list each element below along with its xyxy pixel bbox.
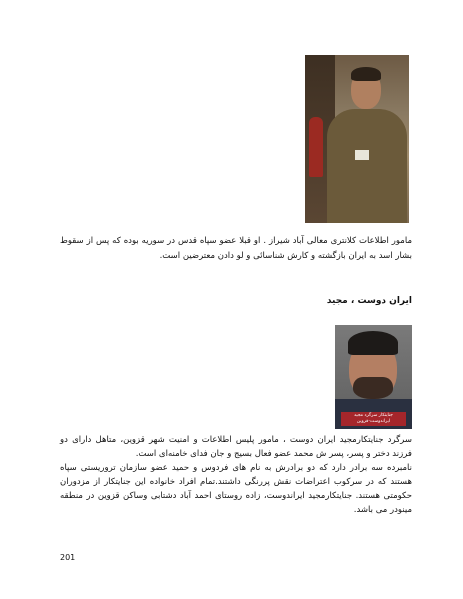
profile2-paragraph-1: سرگرد جنایتکارمجید ایران دوست ، مامور پلیس اطلاعات و امنیت شهر قزوین، متاهل دارای دو فرزند دختر و پسر، پسر ش محمد عضو فعال بسیج و جان فدای خامنه‌ای است.	[60, 435, 412, 459]
profile2-paragraph-2: نامبرده سه برادر دارد که دو برادرش به نام های فردوس و حمید عضو سازمان تروریستی سپاه هستند که در سرکوب اعتراضات نقش پررنگی داشتند.تمام افراد خانواده این جنایتکار از مزدوران حکومتی هستند. جنایتکارمجید ایراندوست، زاده روستای احمد آباد دشتابی وساکن قزوین در منطقه مینودر می باشد.	[60, 463, 412, 515]
profile1-paragraph: مامور اطلاعات کلانتری معالی آباد شیراز . او قبلا عضو سپاه قدس در سوریه بوده که پس از سقوط بشار اسد به ایران بازگشته و کارش شناسائی و لو دادن معترضین است.	[60, 236, 412, 261]
photo-caption: جنایتکار سرگرد مجید ایراندوست-قزوین	[341, 412, 406, 426]
profile2-heading: ایران دوست ، مجید	[326, 296, 412, 306]
page-number: 201	[60, 553, 76, 562]
profile2-text	[60, 433, 412, 517]
officer-photo-1	[305, 55, 409, 223]
officer-photo-2	[335, 325, 412, 429]
